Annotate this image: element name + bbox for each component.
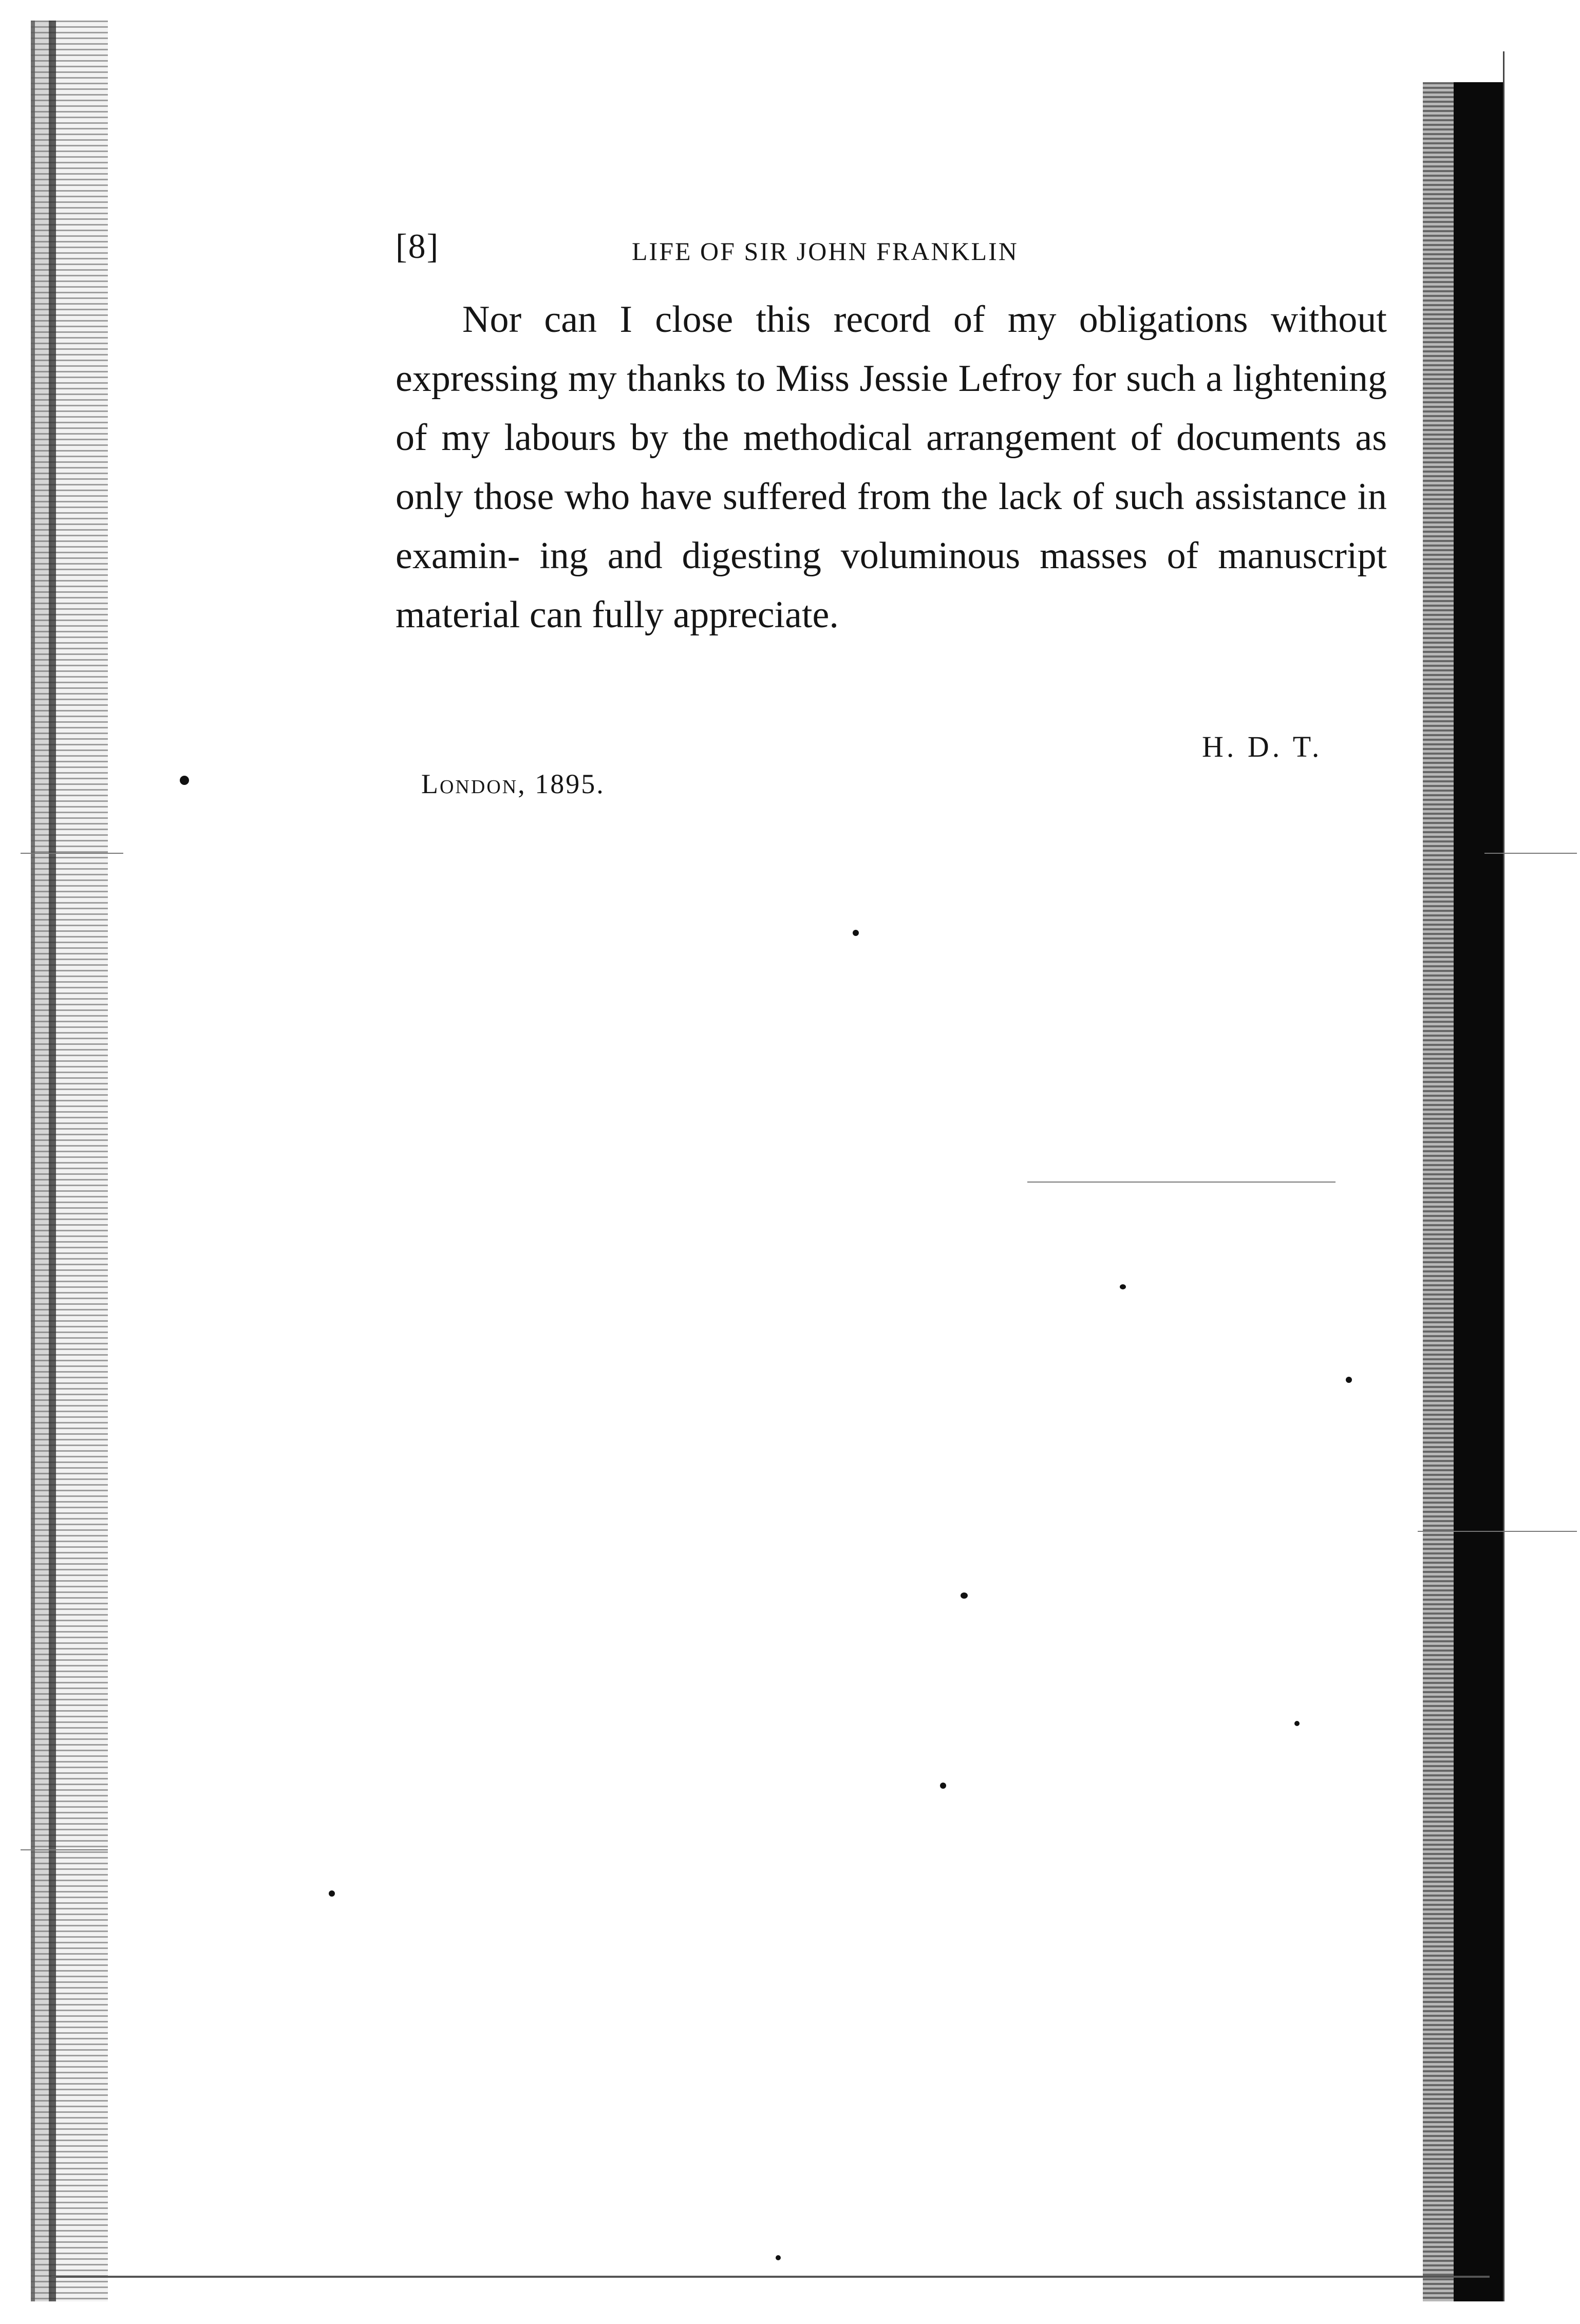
body-paragraph xyxy=(396,290,1387,645)
scan-speck xyxy=(961,1592,968,1599)
page-number: [8] xyxy=(396,227,440,266)
signature-initials: H. D. T. xyxy=(1202,730,1323,763)
scan-rule xyxy=(1484,853,1577,854)
scan-speck xyxy=(180,776,189,785)
scan-rule xyxy=(1027,1182,1336,1183)
scan-rule xyxy=(21,1849,108,1850)
running-head: LIFE OF SIR JOHN FRANKLIN xyxy=(632,237,1019,266)
scan-speck xyxy=(1346,1377,1352,1383)
scan-speck xyxy=(853,930,859,936)
scan-rule xyxy=(21,853,123,854)
right-edge-line xyxy=(1503,51,1504,2301)
left-binding-line xyxy=(49,21,56,2301)
page-header xyxy=(396,226,1371,272)
left-scan-edge xyxy=(31,21,108,2301)
scan-speck xyxy=(1294,1721,1300,1726)
scan-speck xyxy=(329,1890,335,1897)
scan-speck xyxy=(1120,1284,1126,1289)
scan-rule xyxy=(1418,1531,1577,1532)
place-and-date: London, 1895. xyxy=(421,769,605,799)
paragraph-text: Nor can I close this record of my obligations without expressing my thanks to Miss Jessie Lefroy for such a lightening of my labours by the methodical arrangement of documents as only those who have suffered from the lack of such assistance in examin- ing and digesting voluminous masses of manuscript material can fully appreciate. xyxy=(396,298,1387,636)
right-gutter xyxy=(1454,82,1503,2301)
bottom-scan-edge xyxy=(51,2276,1490,2278)
scan-speck xyxy=(776,2255,781,2260)
scan-speck xyxy=(940,1783,946,1789)
